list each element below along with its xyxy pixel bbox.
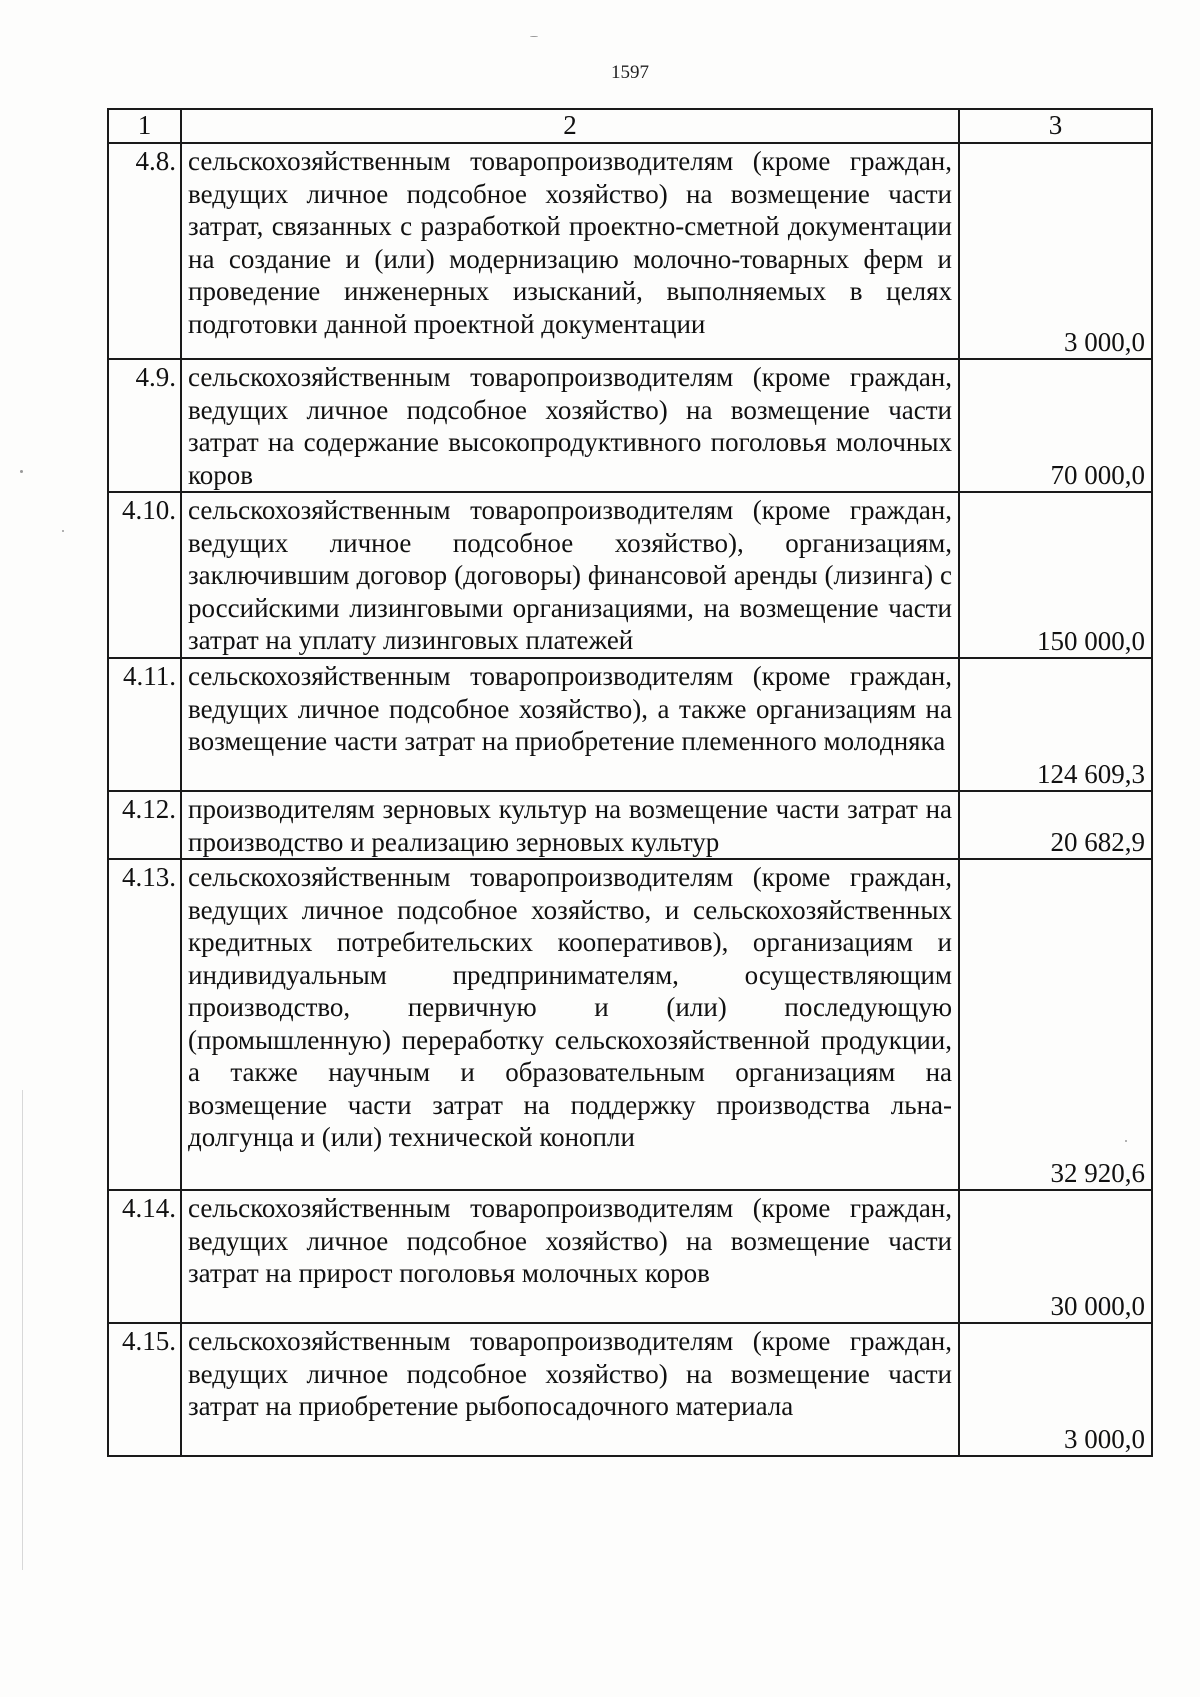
row-amount: 32 920,6 [959, 859, 1152, 1190]
budget-table [107, 108, 1153, 1457]
row-amount: 3 000,0 [959, 1323, 1152, 1456]
table-row [108, 359, 1152, 492]
row-amount: 70 000,0 [959, 359, 1152, 492]
row-number: 4.14. [108, 1190, 181, 1323]
table-row [108, 859, 1152, 1190]
row-description: сельскохозяйственным товаропроизводителям (кроме граждан, ведущих личное подсобное хозяйство, и сельскохозяйственных кредитных потребительских кооперативов), организациям и индивидуальным предпринимателям, осуществляющим производство, первичную и (или) последующую (промышленную) переработку сельскохозяйственной продукции, а также научным и образовательным организациям на возмещение части затрат на поддержку производства льна-долгунца и (или) технической конопли [181, 859, 959, 1190]
row-description: сельскохозяйственным товаропроизводителям (кроме граждан, ведущих личное подсобное хозяйство) на возмещение части затрат на содержание высокопродуктивного поголовья молочных коров [181, 359, 959, 492]
row-number: 4.10. [108, 492, 181, 658]
row-amount: 30 000,0 [959, 1190, 1152, 1323]
row-description: сельскохозяйственным товаропроизводителям (кроме граждан, ведущих личное подсобное хозяйство), а также организациям на возмещение части затрат на приобретение племенного молодняка [181, 658, 959, 791]
row-description: производителям зерновых культур на возмещение части затрат на производство и реализацию зерновых культур [181, 791, 959, 859]
scan-dust [62, 530, 64, 532]
table-row [108, 1190, 1152, 1323]
row-description: сельскохозяйственным товаропроизводителям (кроме граждан, ведущих личное подсобное хозяйство) на возмещение части затрат на прирост поголовья молочных коров [181, 1190, 959, 1323]
table-row [108, 791, 1152, 859]
scan-dust [530, 36, 538, 37]
row-number: 4.13. [108, 859, 181, 1190]
table-row [108, 143, 1152, 359]
row-amount: 150 000,0 [959, 492, 1152, 658]
table-row [108, 492, 1152, 658]
page-number: 1597 [611, 62, 649, 83]
table-row [108, 658, 1152, 791]
row-number: 4.11. [108, 658, 181, 791]
table-row [108, 1323, 1152, 1456]
row-amount: 20 682,9 [959, 791, 1152, 859]
header-col-2: 2 [181, 109, 959, 143]
row-number: 4.9. [108, 359, 181, 492]
header-col-3: 3 [959, 109, 1152, 143]
table-header-row [108, 109, 1152, 143]
row-number: 4.8. [108, 143, 181, 359]
scan-dust [20, 470, 23, 473]
row-description: сельскохозяйственным товаропроизводителям (кроме граждан, ведущих личное подсобное хозяйство) на возмещение части затрат на приобретение рыбопосадочного материала [181, 1323, 959, 1456]
row-amount: 124 609,3 [959, 658, 1152, 791]
scan-dust [1125, 1140, 1127, 1142]
row-amount: 3 000,0 [959, 143, 1152, 359]
scan-edge-line [22, 1090, 23, 1570]
row-number: 4.12. [108, 791, 181, 859]
row-description: сельскохозяйственным товаропроизводителям (кроме граждан, ведущих личное подсобное хозяйство), организациям, заключившим договор (договоры) финансовой аренды (лизинга) с российскими лизинговыми организациями, на возмещение части затрат на уплату лизинговых платежей [181, 492, 959, 658]
header-col-1: 1 [108, 109, 181, 143]
row-number: 4.15. [108, 1323, 181, 1456]
row-description: сельскохозяйственным товаропроизводителям (кроме граждан, ведущих личное подсобное хозяйство) на возмещение части затрат, связанных с разработкой проектно-сметной документации на создание и (или) модернизацию молочно-товарных ферм и проведение инженерных изысканий, выполняемых в целях подготовки данной проектной документации [181, 143, 959, 359]
